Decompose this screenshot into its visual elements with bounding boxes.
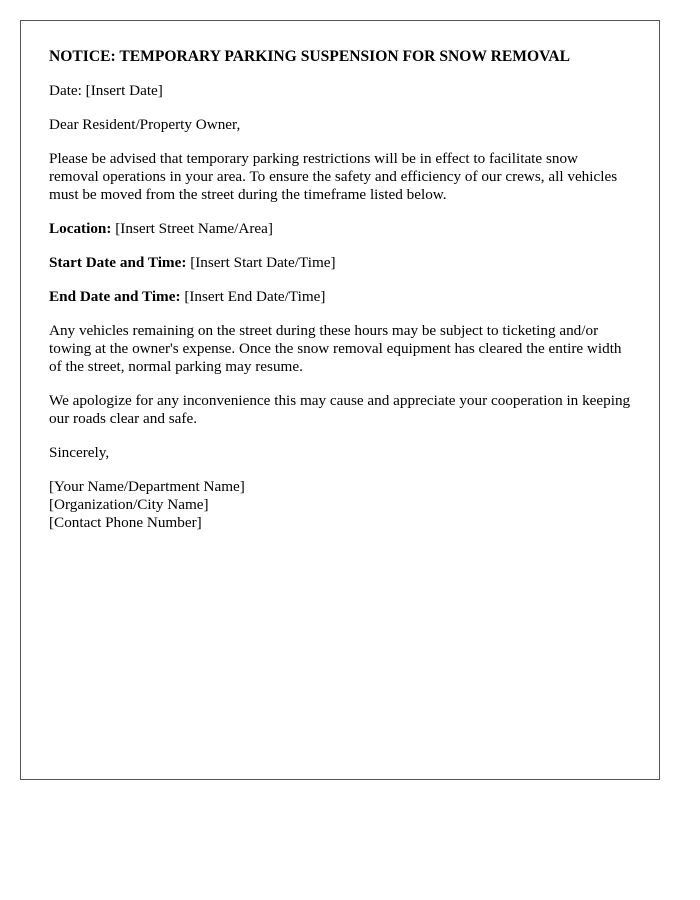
signature-block <box>49 478 631 532</box>
signature-phone: [Contact Phone Number] <box>49 514 202 531</box>
intro-paragraph: Please be advised that temporary parking restrictions will be in effect to facilitate snow removal operations in your area. To ensure the safety and efficiency of our crews, all vehicles must be moved from the street during the timeframe listed below. <box>49 150 618 203</box>
salutation: Dear Resident/Property Owner, <box>49 116 241 133</box>
signature-name: [Your Name/Department Name] <box>49 478 245 495</box>
notice-document <box>20 20 660 780</box>
start-label: Start Date and Time: <box>49 254 187 271</box>
warning-paragraph: Any vehicles remaining on the street during these hours may be subject to ticketing and/or towing at the owner's expense. Once the snow removal equipment has cleared the entire width of the street, normal parking may resume. <box>49 322 622 375</box>
end-line <box>49 288 631 306</box>
closing: Sincerely, <box>49 444 110 461</box>
end-value: [Insert End Date/Time] <box>180 288 326 305</box>
notice-title: NOTICE: TEMPORARY PARKING SUSPENSION FOR SNOW REMOVAL <box>49 48 571 65</box>
start-line <box>49 254 631 272</box>
location-label: Location: <box>49 220 112 237</box>
location-line <box>49 220 631 238</box>
end-label: End Date and Time: <box>49 288 181 305</box>
date-line: Date: [Insert Date] <box>49 82 163 99</box>
start-value: [Insert Start Date/Time] <box>186 254 336 271</box>
apology-paragraph: We apologize for any inconvenience this may cause and appreciate your cooperation in keeping our roads clear and safe. <box>49 392 631 427</box>
signature-organization: [Organization/City Name] <box>49 496 209 513</box>
location-value: [Insert Street Name/Area] <box>111 220 273 237</box>
